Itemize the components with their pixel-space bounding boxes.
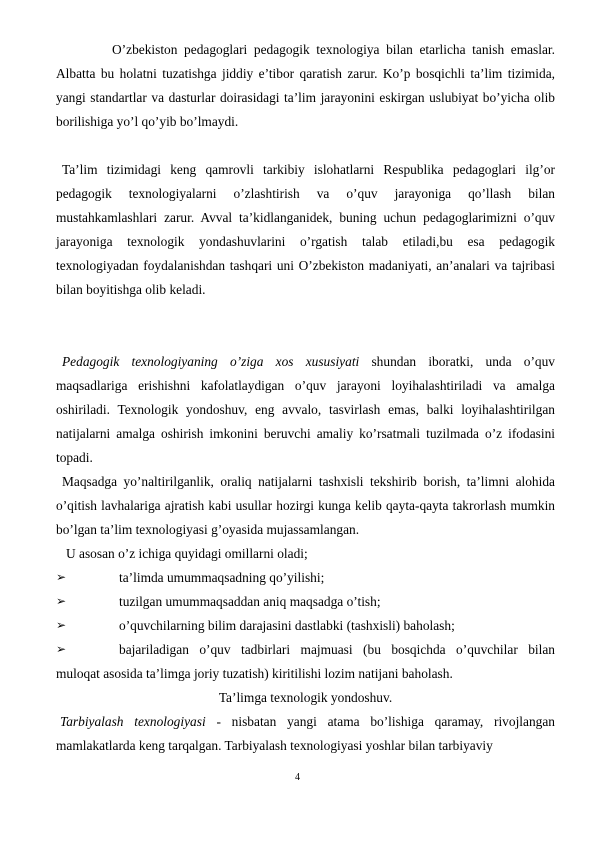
bullet-arrow-icon: ➢ xyxy=(56,570,67,584)
bullet-arrow-icon: ➢ xyxy=(56,618,67,632)
paragraph-5: U asosan o’z ichiga quyidagi omillarni oladi; xyxy=(66,546,308,561)
section-title: Ta’limga texnologik yondoshuv. xyxy=(218,690,393,705)
bullet-item-4 xyxy=(56,638,555,686)
paragraph-2: Ta’lim tizimidagi keng qamrovli tarkibiy islohatlarni Respublika pedagoglari ilg’or pedagogik texnologiyalarni o’zlashtirish va o’quv jarayoniga qo’llash bilan mustahkamlashlari zarur. Avval ta’kidlanganidek, buning uchun pedagoglarimizni o’quv jarayoniga texnologik yondashuvlarini o’rgatish talab etiladi,bu esa pedagogik texnologiyadan foydalanishdan tashqari uni O’zbekiston madaniyati, an’analari va tajribasi bilan boyitishga olib keladi. xyxy=(56,162,555,297)
paragraph-3-italic-term: Pedagogik texnologiyaning o’ziga xos xususiyati xyxy=(62,354,360,369)
bullet-arrow-icon: ➢ xyxy=(56,594,67,608)
paragraph-6-italic-term: Tarbiyalash texnologiyasi xyxy=(60,714,206,729)
bullet-arrow-icon: ➢ xyxy=(56,642,67,656)
bullet-text: bajariladigan o’quv tadbirlari majmuasi (bu bosqichda o’quvchilar bilan xyxy=(119,642,555,657)
paragraph-6 xyxy=(56,710,555,758)
page-number: 4 xyxy=(295,772,300,783)
paragraph-6-text: - nisbatan yangi atama bo’lishiga qaramay, rivojlangan mamlakatlarda keng tarqalgan. Tarbiyalash texnologiyasi yoshlar bilan tarbiyaviy xyxy=(56,714,555,753)
bullet-text-continuation: muloqat asosida ta’limga joriy tuzatish) kiritilishi lozim natijani baholash. xyxy=(56,666,453,681)
paragraph-4: Maqsadga yo’naltirilganlik, oraliq natijalarni tashxisli tekshirib borish, ta’limni alohida o’qitish lavhalariga ajratish kabi usullar hozirgi kunga kelib qayta-qayta takrorlash mumkin bo’lgan ta’lim texnologiyasi g’oyasida mujassamlangan. xyxy=(56,474,555,537)
bullet-text: o’quvchilarning bilim darajasini dastlabki (tashxisli) baholash; xyxy=(119,618,455,633)
paragraph-3 xyxy=(56,350,555,470)
paragraph-1: O’zbekiston pedagoglari pedagogik texnologiya bilan etarlicha tanish emaslar. Albatta bu holatni tuzatishga jiddiy e’tibor qaratish zarur. Ko’p bosqichli ta’lim tizimida, yangi standartlar va dasturlar doirasidagi ta’lim jarayonini eskirgan uslubiyat bo’yicha olib borilishiga yo’l qo’yib bo’lmaydi. xyxy=(56,42,555,129)
bullet-text: tuzilgan umummaqsaddan aniq maqsadga o’tish; xyxy=(119,594,381,609)
paragraph-3-text: shundan iboratki, unda o’quv maqsadlariga erishishni kafolatlaydigan o’quv jarayoni loyihalashtiriladi va amalga oshiriladi. Texnologik yondoshuv, eng avvalo, tasvirlash emas, balki loyihalashtirilgan natijalarni amalga oshirish imkonini beruvchi amaliy ko’rsatmali tuzilmada o’z ifodasini topadi. xyxy=(56,354,555,465)
bullet-text: ta’limda umummaqsadning qo’yilishi; xyxy=(119,570,325,585)
